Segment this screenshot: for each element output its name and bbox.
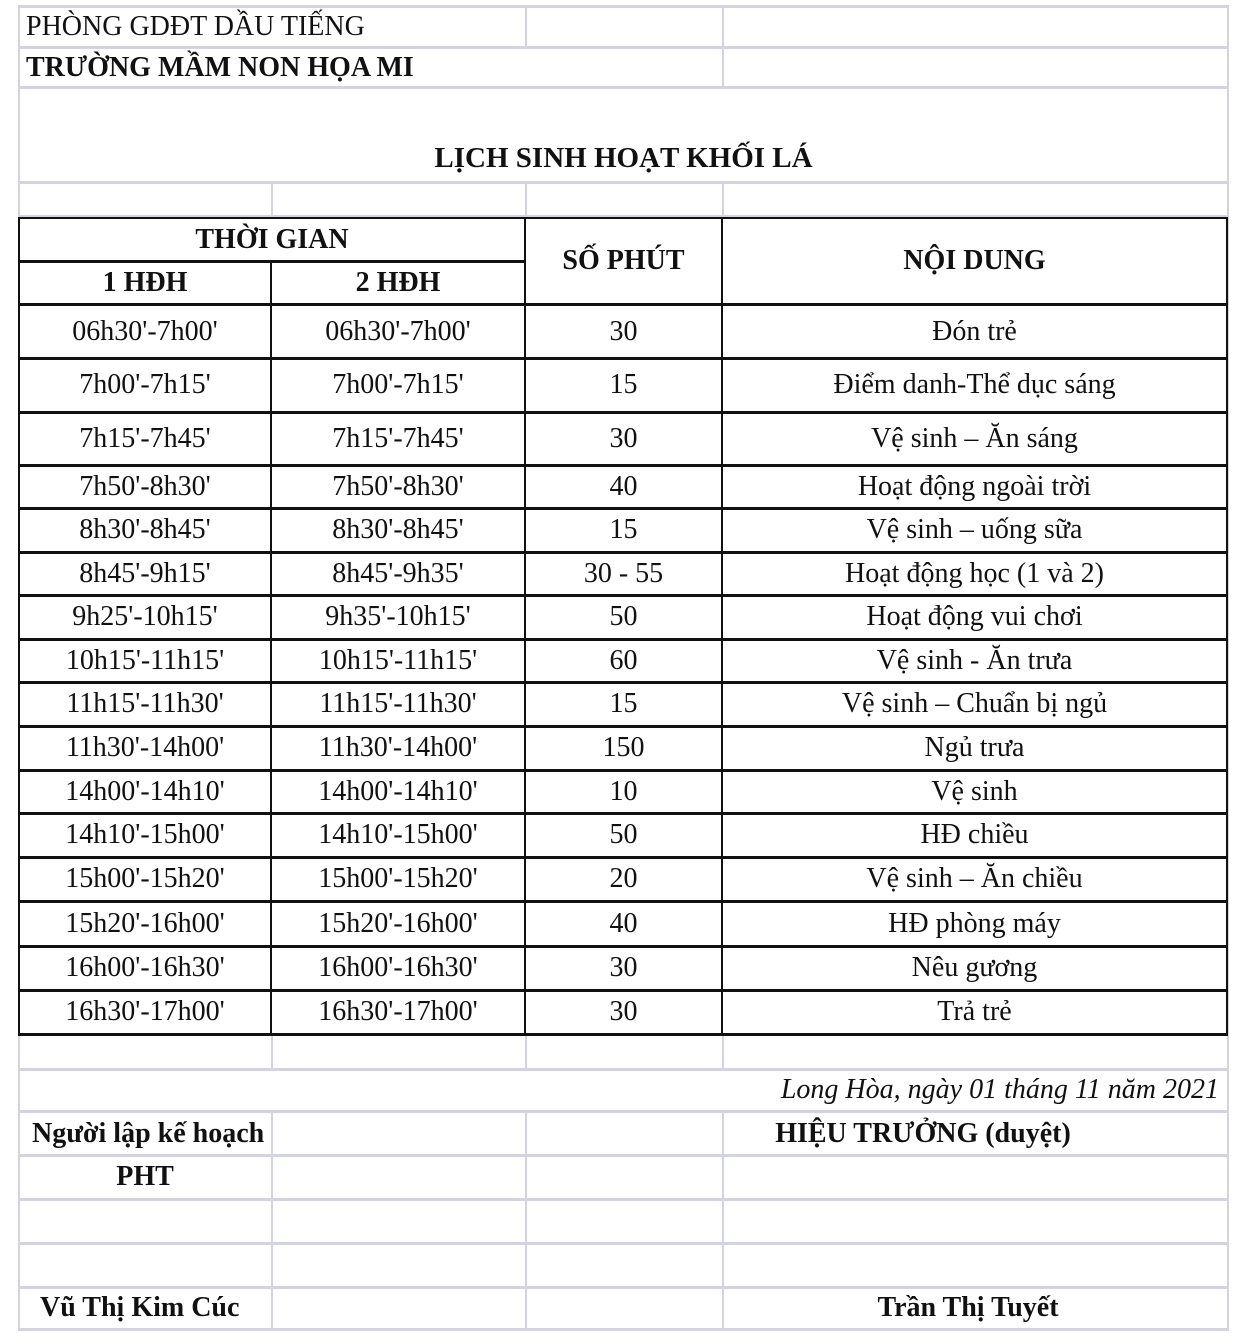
cell-time-1: 15h00'-15h20' [65, 863, 225, 894]
cell-content: Vệ sinh – uống sữa [866, 514, 1083, 545]
cell-time-2: 15h20'-16h00' [318, 907, 478, 939]
principal-label: HIỆU TRƯỞNG (duyệt) [775, 1117, 1071, 1149]
cell-time-2: 7h15'-7h45' [332, 422, 464, 454]
cell-time-2: 14h00'-14h10' [318, 775, 478, 807]
gridline [18, 1198, 1229, 1201]
cell-minutes: 20 [609, 863, 638, 894]
cell-minutes: 10 [609, 775, 638, 807]
cell-time-1: 8h45'-9h15' [79, 557, 211, 589]
cell-content: HĐ phòng máy [888, 907, 1061, 939]
cell-content: Điểm danh-Thể dục sáng [833, 369, 1116, 400]
school-name: TRƯỜNG MẦM NON HỌA MI [26, 51, 414, 83]
principal-name: Trần Thị Tuyết [877, 1292, 1059, 1323]
cell-time-1: 10h15'-11h15' [65, 644, 225, 676]
cell-content: Vệ sinh - Ăn trưa [876, 644, 1073, 676]
cell-time-2: 15h00'-15h20' [318, 863, 478, 894]
cell-time-2: 14h10'-15h00' [318, 819, 478, 850]
cell-minutes: 15 [609, 688, 638, 719]
gridline [722, 1034, 724, 1070]
header-minutes: SỐ PHÚT [562, 245, 685, 276]
cell-time-2: 10h15'-11h15' [318, 644, 478, 676]
department-name: PHÒNG GDĐT DẦU TIẾNG [26, 11, 365, 42]
cell-content: Trả trẻ [937, 996, 1012, 1027]
cell-content: Hoạt động ngoài trời [857, 470, 1092, 502]
cell-content: Vệ sinh – Ăn sáng [871, 422, 1078, 454]
cell-minutes: 50 [609, 601, 638, 632]
date-line: Long Hòa, ngày 01 tháng 11 năm 2021 [780, 1074, 1219, 1105]
cell-time-2: 8h45'-9h35' [332, 557, 464, 589]
cell-time-2: 7h50'-8h30' [332, 470, 464, 502]
cell-minutes: 50 [609, 819, 638, 850]
gridline [525, 1112, 527, 1330]
cell-content: Hoạt động học (1 và 2) [845, 557, 1104, 589]
gridline [525, 183, 527, 217]
cell-time-1: 14h10'-15h00' [65, 819, 225, 850]
gridline [722, 5, 724, 88]
cell-minutes: 15 [609, 369, 638, 400]
cell-content: Vệ sinh [931, 775, 1018, 807]
cell-content: Nêu gương [911, 952, 1038, 983]
header-time-1: 1 HĐH [102, 266, 188, 298]
cell-minutes: 30 [609, 422, 638, 454]
row-border [18, 1033, 1228, 1036]
planner-role: PHT [116, 1161, 174, 1192]
cell-time-1: 16h30'-17h00' [65, 996, 225, 1027]
gridline [525, 1034, 527, 1070]
planner-name: Vũ Thị Kim Cúc [40, 1292, 240, 1323]
cell-content: Vệ sinh – Chuẩn bị ngủ [841, 688, 1108, 719]
cell-minutes: 40 [609, 470, 638, 502]
gridline [18, 86, 1229, 89]
cell-content: Ngủ trưa [924, 732, 1025, 763]
cell-minutes: 30 [609, 952, 638, 983]
gridline [271, 183, 273, 217]
cell-minutes: 30 [609, 315, 638, 347]
cell-time-1: 7h15'-7h45' [79, 422, 211, 454]
cell-time-2: 7h00'-7h15' [332, 369, 464, 400]
cell-time-1: 11h30'-14h00' [65, 732, 225, 763]
cell-minutes: 15 [609, 514, 638, 545]
page-title: LỊCH SINH HOẠT KHỐI LÁ [434, 141, 813, 174]
cell-time-1: 16h00'-16h30' [65, 952, 225, 983]
cell-minutes: 30 - 55 [583, 557, 664, 589]
cell-time-2: 11h15'-11h30' [319, 688, 477, 719]
header-content: NỘI DUNG [903, 245, 1046, 276]
cell-time-2: 16h00'-16h30' [318, 952, 478, 983]
cell-time-1: 9h25'-10h15' [72, 601, 218, 632]
cell-time-1: 7h00'-7h15' [79, 369, 211, 400]
cell-minutes: 40 [609, 907, 638, 939]
cell-time-1: 7h50'-8h30' [79, 470, 211, 502]
table-border [1226, 217, 1228, 1034]
cell-content: HĐ chiều [920, 819, 1029, 850]
cell-time-1: 06h30'-7h00' [72, 315, 218, 347]
cell-time-1: 8h30'-8h45' [79, 514, 211, 545]
header-time-group: THỜI GIAN [195, 223, 349, 255]
gridline [722, 183, 724, 217]
cell-time-1: 11h15'-11h30' [66, 688, 224, 719]
cell-time-2: 8h30'-8h45' [332, 514, 464, 545]
gridline [271, 1034, 273, 1070]
cell-minutes: 30 [609, 996, 638, 1027]
gridline [18, 1242, 1229, 1245]
cell-content: Đón trẻ [932, 315, 1017, 347]
planner-label: Người lập kế hoạch [32, 1117, 265, 1149]
cell-time-2: 16h30'-17h00' [318, 996, 478, 1027]
header-time-2: 2 HĐH [355, 266, 441, 298]
cell-time-1: 15h20'-16h00' [65, 907, 225, 939]
gridline [18, 181, 1229, 184]
gridline [18, 1328, 1229, 1331]
cell-time-2: 9h35'-10h15' [325, 601, 471, 632]
cell-minutes: 60 [609, 644, 638, 676]
cell-content: Hoạt động vui chơi [866, 601, 1083, 632]
cell-content: Vệ sinh – Ăn chiều [866, 863, 1083, 894]
cell-time-2: 11h30'-14h00' [318, 732, 478, 763]
cell-time-2: 06h30'-7h00' [325, 315, 471, 347]
cell-time-1: 14h00'-14h10' [65, 775, 225, 807]
cell-minutes: 150 [602, 732, 645, 763]
